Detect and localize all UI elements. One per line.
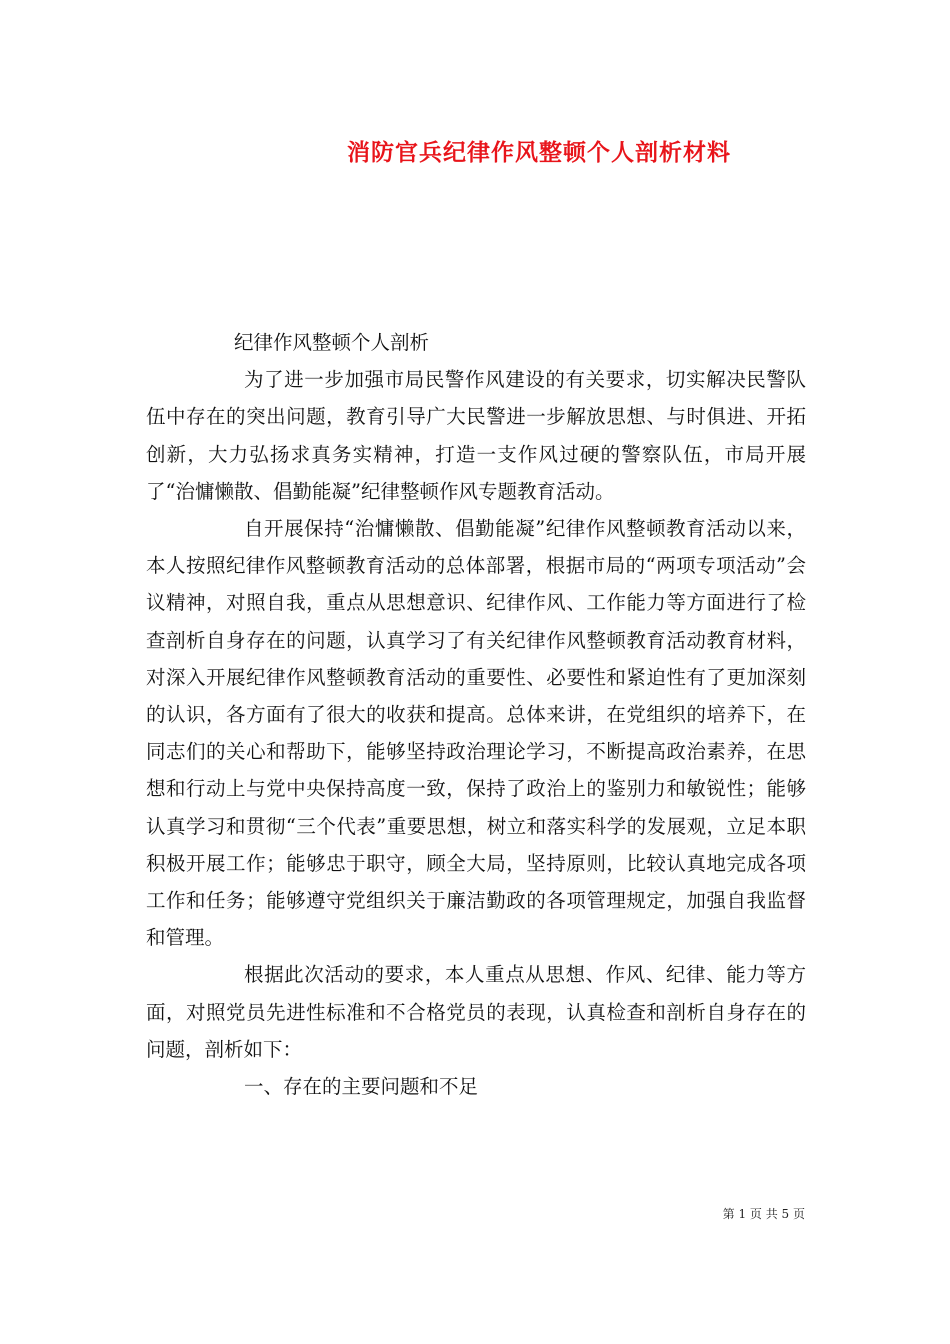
paragraph-3: 根据此次活动的要求，本人重点从思想、作风、纪律、能力等方面，对照党员先进性标准和不合格党员的表现，认真检查和剖析自身存在的问题，剖析如下： (146, 963, 806, 1061)
document-body (146, 324, 806, 1105)
section-heading: 一、存在的主要问题和不足 (244, 1075, 479, 1099)
document-title: 消防官兵纪律作风整顿个人剖析材料 (347, 139, 731, 166)
paragraph-2: 自开展保持“治慵懒散、倡勤能凝”纪律作风整顿教育活动以来，本人按照纪律作风整顿教育活动的总体部署，根据市局的“两项专项活动”会议精神，对照自我，重点从思想意识、纪律作风、工作能力等方面进行了检查剖析自身存在的问题，认真学习了有关纪律作风整顿教育活动教育材料，对深入开展纪律作风整顿教育活动的重要性、必要性和紧迫性有了更加深刻的认识，各方面有了很大的收获和提高。总体来讲，在党组织的培养下，在同志们的关心和帮助下，能够坚持政治理论学习，不断提高政治素养，在思想和行动上与党中央保持高度一致，保持了政治上的鉴别力和敏锐性；能够认真学习和贯彻“三个代表”重要思想，树立和落实科学的发展观，立足本职积极开展工作；能够忠于职守，顾全大局，坚持原则，比较认真地完成各项工作和任务；能够遵守党组织关于廉洁勤政的各项管理规定，加强自我监督和管理。 (146, 517, 806, 950)
page-number: 第 1 页 共 5 页 (722, 1207, 805, 1221)
paragraph-1: 为了进一步加强市局民警作风建设的有关要求，切实解决民警队伍中存在的突出问题，教育引导广大民警进一步解放思想、与时俱进、开拓创新，大力弘扬求真务实精神，打造一支作风过硬的警察队伍，市局开展了“治慵懒散、倡勤能凝”纪律整顿作风专题教育活动。 (146, 368, 806, 503)
document-subtitle: 纪律作风整顿个人剖析 (234, 331, 430, 354)
